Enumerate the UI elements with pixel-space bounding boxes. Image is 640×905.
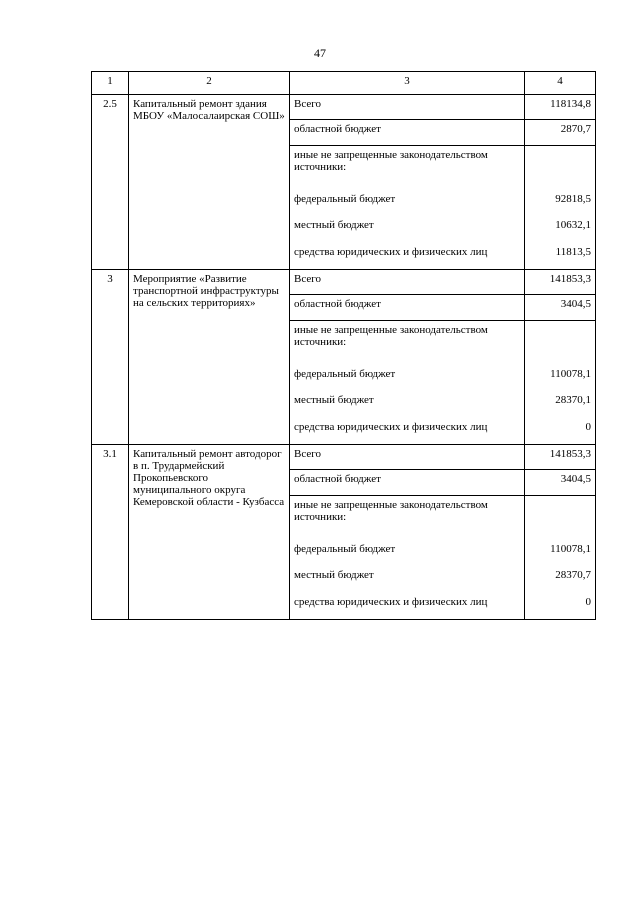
amount-value: 11813,5 <box>525 243 596 270</box>
amount-value: 118134,8 <box>525 95 596 120</box>
amount-value: 28370,1 <box>525 391 596 418</box>
source-label: местный бюджет <box>290 566 525 593</box>
budget-table <box>91 71 596 620</box>
item-title: Капитальный ремонт здания МБОУ «Малосалаирская СОШ» <box>129 95 290 270</box>
amount-value: 3404,5 <box>525 470 596 496</box>
source-label: областной бюджет <box>290 470 525 496</box>
item-title: Капитальный ремонт автодорог в п. Трудармейский Прокопьевского муниципального округа Кемеровской области - Кузбасса <box>129 445 290 620</box>
amount-value: 110078,1 <box>525 540 596 566</box>
source-label: средства юридических и физических лиц <box>290 593 525 620</box>
amount-value: 92818,5 <box>525 190 596 216</box>
table-row <box>92 270 596 295</box>
source-label: местный бюджет <box>290 216 525 243</box>
amount-value <box>525 146 596 191</box>
item-number: 2.5 <box>92 95 129 270</box>
source-label: областной бюджет <box>290 295 525 321</box>
table-header-row <box>92 72 596 95</box>
amount-value: 0 <box>525 418 596 445</box>
header-cell-1: 1 <box>92 72 129 95</box>
item-number: 3 <box>92 270 129 445</box>
amount-value: 28370,7 <box>525 566 596 593</box>
source-label: Всего <box>290 270 525 295</box>
source-label: иные не запрещенные законодательством источники: <box>290 321 525 366</box>
source-label: местный бюджет <box>290 391 525 418</box>
amount-value: 141853,3 <box>525 445 596 470</box>
source-label: иные не запрещенные законодательством источники: <box>290 146 525 191</box>
amount-value: 2870,7 <box>525 120 596 146</box>
table-row <box>92 95 596 120</box>
amount-value <box>525 321 596 366</box>
header-cell-3: 3 <box>290 72 525 95</box>
amount-value: 3404,5 <box>525 295 596 321</box>
item-number: 3.1 <box>92 445 129 620</box>
source-label: федеральный бюджет <box>290 190 525 216</box>
source-label: средства юридических и физических лиц <box>290 243 525 270</box>
header-cell-2: 2 <box>129 72 290 95</box>
header-cell-4: 4 <box>525 72 596 95</box>
source-label: федеральный бюджет <box>290 540 525 566</box>
source-label: средства юридических и физических лиц <box>290 418 525 445</box>
source-label: Всего <box>290 95 525 120</box>
item-title: Мероприятие «Развитие транспортной инфраструктуры на сельских территориях» <box>129 270 290 445</box>
page-number: 47 <box>314 46 326 60</box>
source-label: федеральный бюджет <box>290 365 525 391</box>
table-row <box>92 445 596 470</box>
amount-value: 10632,1 <box>525 216 596 243</box>
amount-value: 110078,1 <box>525 365 596 391</box>
source-label: областной бюджет <box>290 120 525 146</box>
amount-value: 0 <box>525 593 596 620</box>
amount-value: 141853,3 <box>525 270 596 295</box>
amount-value <box>525 496 596 541</box>
source-label: иные не запрещенные законодательством источники: <box>290 496 525 541</box>
source-label: Всего <box>290 445 525 470</box>
